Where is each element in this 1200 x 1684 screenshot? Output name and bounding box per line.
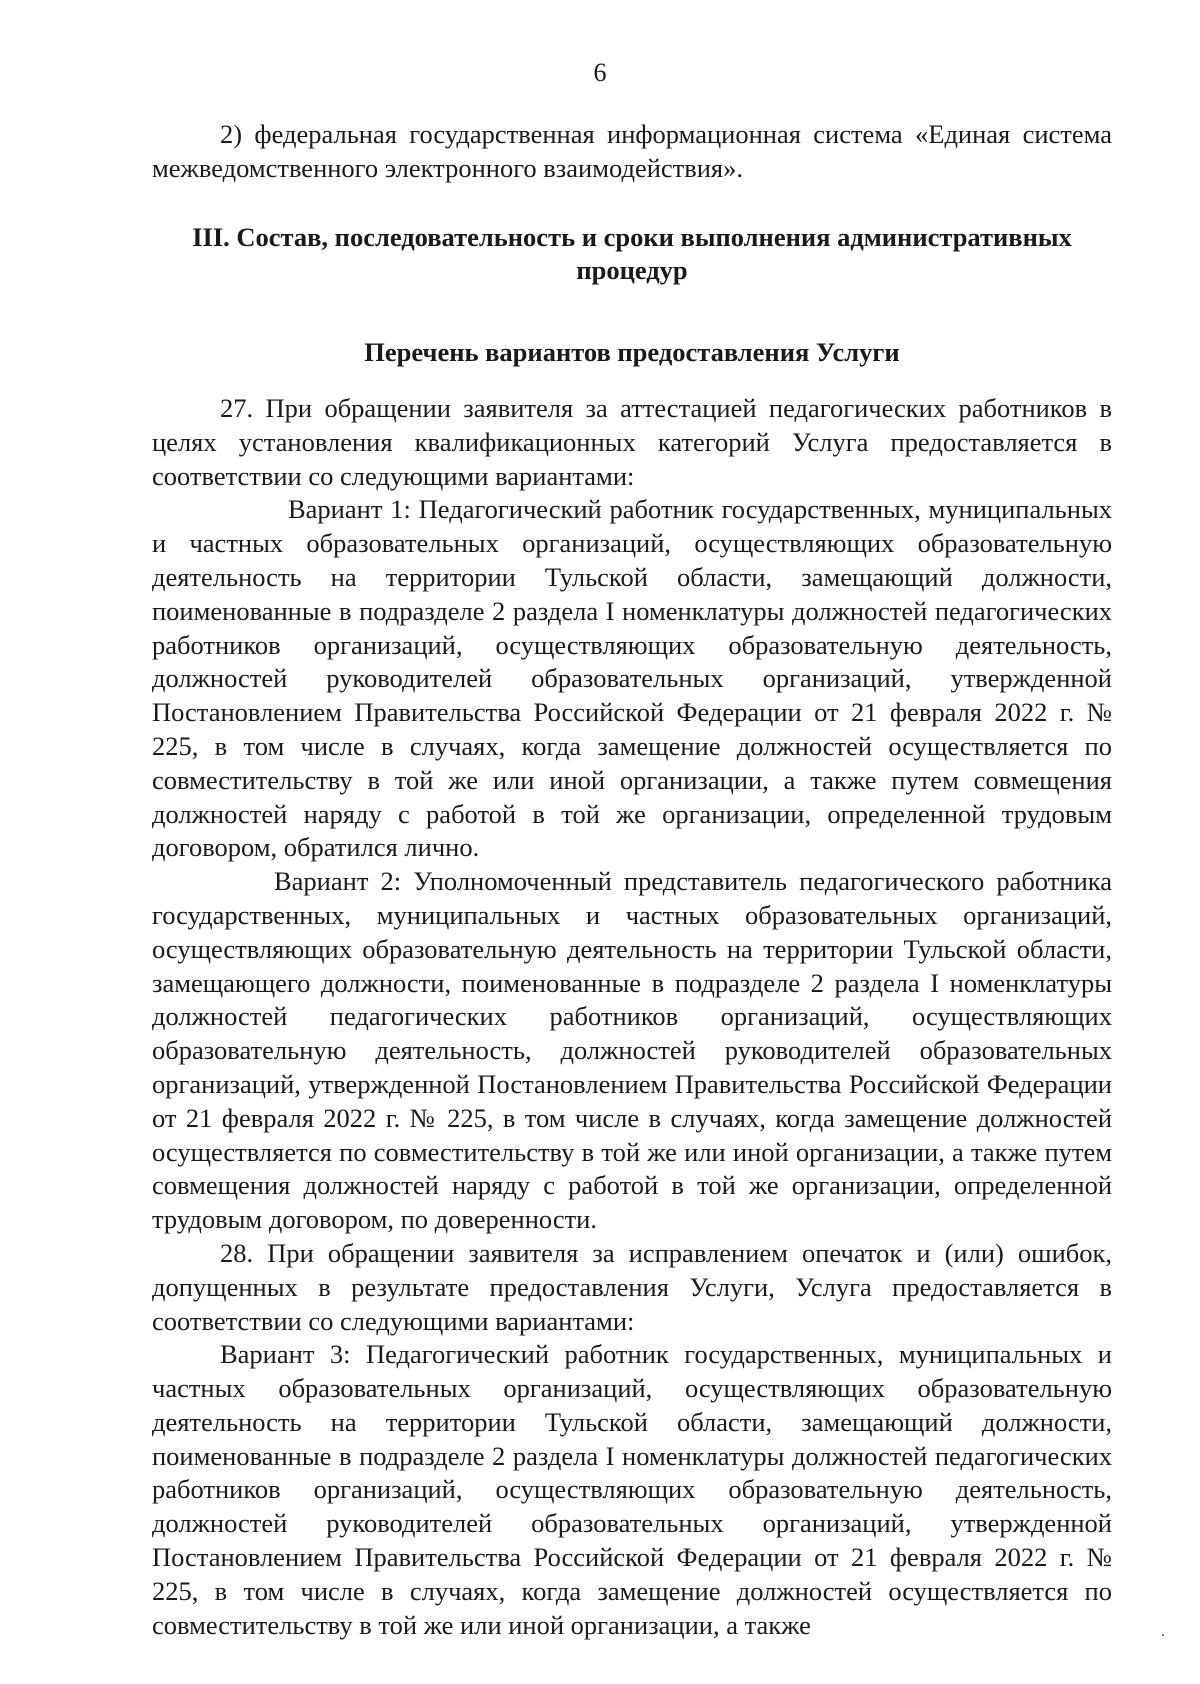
variant-2-paragraph: Вариант 2: Уполномоченный представитель педагогического работника государственных, муниципальных и частных образовательных организаций, осуществляющих образовательную деятельность на территории Тульской области, замещающего должности, поименованные в подразделе 2 раздела I номенклатуры должностей педагогических работников организаций, осуществляющих образовательную деятельность, должностей руководителей образовательных организаций, утвержденной Постановлением Правительства Российской Федерации от 21 февраля 2022 г. № 225, в том числе в случаях, когда замещение должностей осуществляется по совместительству в той же или иной организации, а также путем совмещения должностей наряду с работой в той же организации, определенной трудовым договором, по доверенности.	[152, 866, 1112, 1235]
paragraph-28: 28. При обращении заявителя за исправлением опечаток и (или) ошибок, допущенных в результате предоставления Услуги, Услуга предоставляется в соответствии со следующими вариантами:	[152, 1237, 1112, 1336]
section-title: III. Состав, последовательность и сроки выполнения административных процедур	[192, 221, 1072, 286]
intro-paragraph: 2) федеральная государственная информационная система «Единая система межведомственного электронного взаимодействия».	[152, 119, 1112, 183]
scan-speck	[1162, 1634, 1164, 1636]
page-number: 6	[593, 58, 607, 87]
document-body	[152, 118, 1112, 1642]
variant-1-paragraph: Вариант 1: Педагогический работник государственных, муниципальных и частных образовательных организаций, осуществляющих образовательную деятельность на территории Тульской области, замещающий должности, поименованные в подразделе 2 раздела I номенклатуры должностей педагогических работников организаций, осуществляющих образовательную деятельность, должностей руководителей образовательных организаций, утвержденной Постановлением Правительства Российской Федерации от 21 февраля 2022 г. № 225, в том числе в случаях, когда замещение должностей осуществляется по совместительству в той же или иной организации, а также путем совмещения должностей наряду с работой в той же организации, определенной трудовым договором, обратился лично.	[152, 494, 1112, 863]
variant-3-paragraph: Вариант 3: Педагогический работник государственных, муниципальных и частных образовательных организаций, осуществляющих образовательную деятельность на территории Тульской области, замещающий должности, поименованные в подразделе 2 раздела I номенклатуры должностей педагогических работников организаций, осуществляющих образовательную деятельность, должностей руководителей образовательных организаций, утвержденной Постановлением Правительства Российской Федерации от 21 февраля 2022 г. № 225, в том числе в случаях, когда замещение должностей осуществляется по совместительству в той же или иной организации, а также	[152, 1339, 1112, 1640]
subsection-title: Перечень вариантов предоставления Услуги	[364, 337, 900, 368]
paragraph-27: 27. При обращении заявителя за аттестацией педагогических работников в целях установления квалификационных категорий Услуга предоставляется в соответствии со следующими вариантами:	[152, 392, 1112, 491]
